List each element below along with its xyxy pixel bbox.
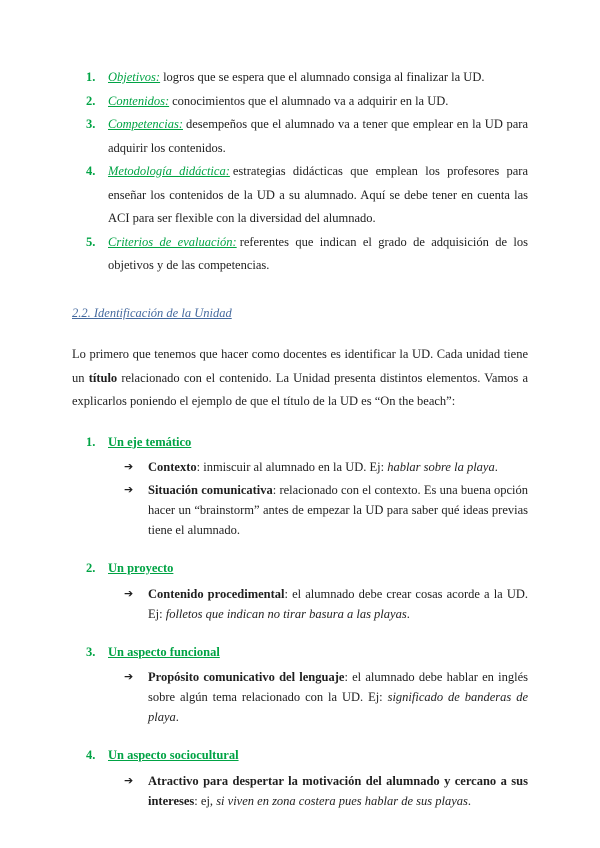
- bullet-tail: .: [175, 710, 179, 724]
- bullet-example: hablar sobre la playa: [387, 460, 495, 474]
- bullet-separator: :: [196, 460, 204, 474]
- item-number: 3.: [86, 117, 96, 131]
- definition-item: [72, 90, 528, 114]
- bullet-item: [72, 480, 528, 540]
- bullet-item: [72, 584, 528, 624]
- bullet-separator: :: [344, 670, 353, 684]
- definition-item: [72, 160, 528, 231]
- definition-item: [72, 113, 528, 160]
- definition-term: Objetivos:: [108, 70, 161, 84]
- unit-element: [72, 641, 528, 728]
- definition-text: estrategias didácticas que emplean los profesores para enseñar los contenidos de la UD a su alumnado. Aquí se debe tener en cuenta las ACI para ser flexible con la diversidad del alumnado.: [108, 164, 528, 225]
- definition-text: logros que se espera que el alumnado consiga al finalizar la UD.: [163, 70, 485, 84]
- arrow-bullet-icon: ➔: [124, 460, 134, 473]
- definition-item: [72, 66, 528, 90]
- bullet-lead: Situación comunicativa: [148, 483, 273, 497]
- unit-element: [72, 557, 528, 624]
- intro-text-start: Lo primero que tenemos que hacer como docentes es identificar la UD. Cada unidad tiene un: [72, 347, 528, 385]
- item-number: 2.: [86, 561, 96, 575]
- item-number: 4.: [86, 748, 96, 762]
- unit-element: [72, 744, 528, 811]
- bullet-tail: .: [467, 793, 472, 808]
- definition-text: desempeños que el alumnado va a tener que emplear en la UD para adquirir los contenidos.: [108, 117, 528, 155]
- definition-list: [72, 66, 528, 278]
- definition-term: Metodología didáctica:: [108, 164, 230, 178]
- bullet-item: [72, 771, 528, 811]
- element-title: Un proyecto: [108, 561, 174, 575]
- item-number: 2.: [86, 93, 96, 108]
- bullet-text: inmiscuir al alumnado en la UD. Ej:: [203, 460, 388, 474]
- arrow-bullet-icon: ➔: [124, 483, 134, 496]
- bullet-example: folletos que indican no tirar basura a las playas: [165, 606, 407, 621]
- definition-text: conocimientos que el alumnado va a adquirir en la UD.: [172, 93, 449, 108]
- intro-bold-word: título: [88, 370, 118, 385]
- element-title-row: [72, 557, 528, 581]
- bullet-example: si viven en zona costera pues hablar de sus playas: [216, 793, 468, 808]
- element-title: Un aspecto funcional: [108, 644, 220, 659]
- bullet-separator: :: [284, 586, 293, 601]
- bullet-separator: :: [272, 483, 280, 497]
- element-title-row: [72, 641, 528, 665]
- bullet-tail: .: [406, 606, 410, 621]
- unit-element: [72, 431, 528, 541]
- element-title: Un aspecto sociocultural: [108, 748, 239, 762]
- element-title-row: [72, 744, 528, 768]
- bullet-text: ej,: [200, 793, 217, 808]
- definition-term: Competencias:: [108, 117, 183, 131]
- bullet-separator: :: [194, 793, 201, 808]
- bullet-text: relacionado con el contexto. Es una buena opción hacer un “brainstorm” antes de empezar la UD para saber qué ideas previas tiene el alumnado.: [148, 483, 528, 537]
- bullet-example: significado de banderas de playa: [148, 690, 528, 724]
- intro-text-end: relacionado con el contenido. La Unidad presenta distintos elementos. Vamos a explicarlos poniendo el ejemplo de que el título de la UD es “On the beach”:: [72, 370, 529, 408]
- definition-text: referentes que indican el grado de adquisición de los objetivos y de las competencias.: [108, 234, 529, 272]
- bullet-lead: Atractivo para despertar la motivación del alumnado y cercano a sus intereses: [148, 773, 528, 808]
- bullet-item: [72, 457, 528, 477]
- element-title: Un eje temático: [108, 434, 192, 449]
- element-title-row: [72, 431, 528, 455]
- item-number: 1.: [86, 434, 96, 449]
- bullet-text: el alumnado debe crear cosas acorde a la UD. Ej:: [148, 586, 528, 621]
- definition-term: Contenidos:: [108, 93, 170, 108]
- bullet-lead: Contenido procedimental: [148, 586, 285, 601]
- arrow-bullet-icon: ➔: [124, 773, 134, 787]
- arrow-bullet-icon: ➔: [124, 670, 134, 683]
- bullet-item: [72, 667, 528, 727]
- definition-term: Criterios de evaluación:: [108, 234, 237, 249]
- arrow-bullet-icon: ➔: [124, 586, 134, 600]
- intro-paragraph: [72, 343, 528, 414]
- item-number: 1.: [86, 70, 96, 84]
- item-number: 5.: [86, 234, 96, 249]
- item-number: 3.: [86, 644, 96, 659]
- bullet-tail: .: [494, 460, 498, 474]
- bullet-text: el alumnado debe hablar en inglés sobre algún tema relacionado con la UD. Ej:: [148, 670, 528, 704]
- definition-item: [72, 231, 528, 278]
- bullet-lead: Contexto: [148, 460, 197, 474]
- section-heading: 2.2. Identificación de la Unidad: [72, 305, 232, 320]
- bullet-lead: Propósito comunicativo del lenguaje: [148, 670, 345, 684]
- item-number: 4.: [86, 164, 96, 178]
